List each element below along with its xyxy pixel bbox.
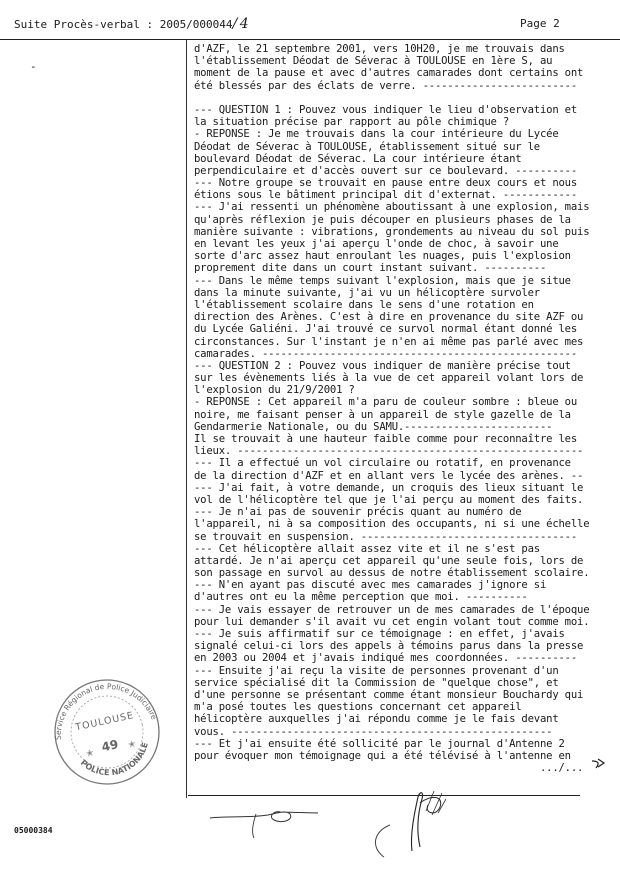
header-pv-reference: Suite Procès-verbal : 2005/000044/ 4 xyxy=(14,16,248,32)
statement-body xyxy=(194,43,594,774)
statement-line: vous. ---------------------------------------------------- xyxy=(194,725,553,738)
stamp-star-right-icon: ✭ xyxy=(127,739,137,751)
statement-line: en levant les yeux j'ai aperçu l'onde de choc, à savoir une xyxy=(194,238,559,250)
statement-line: --- QUESTION 2 : Pouvez vous indiquer de manière précise tout xyxy=(194,359,571,372)
statement-line: --- Ensuite j'ai reçu la visite de personnes provenant d'un xyxy=(194,664,559,677)
header-handwritten-suffix: / 4 xyxy=(232,16,248,32)
statement-line: se trouvait en suspension. ----------------------------------- xyxy=(194,530,578,543)
statement-line: direction des Arènes. C'est à dire en provenance du site AZF ou xyxy=(194,311,584,324)
statement-line xyxy=(194,92,594,104)
statement-line: --- Je n'ai pas de souvenir précis quant au numéro de xyxy=(194,506,522,519)
statement-line: service spécialisé dit la Commission de "quelque chose", et xyxy=(194,676,559,689)
statement-line: attardé. Je n'ai aperçu cet appareil qu'une seule fois, lors de xyxy=(194,554,584,567)
statement-line: du Lycée Galiéni. J'ai trouvé ce survol normal étant donné les xyxy=(194,323,578,336)
statement-line: proprement dite dans un court instant suivant. ---------- xyxy=(194,262,547,275)
statement-line: sur les évènements liés à la vue de cet appareil volant lors de xyxy=(194,372,584,385)
witness-signature-icon xyxy=(360,785,470,865)
statement-line: été blessés par des éclats de verre. ------------------------- xyxy=(194,79,578,92)
stamp-center-text: TOULOUSE xyxy=(74,710,136,734)
statement-line: --- Notre groupe se trouvait en pause entre deux cours et nous xyxy=(194,177,578,190)
statement-line: - REPONSE : Cet appareil m'a paru de couleur sombre : bleue ou xyxy=(194,396,578,409)
statement-line: son passage en survol au dessus de notre établissement scolaire. xyxy=(194,567,590,580)
statement-line: Il se trouvait à une hauteur faible comme pour reconnaître les xyxy=(194,433,578,445)
statement-line: --- Cet hélicoptère allait assez vite et il ne s'est pas xyxy=(194,542,540,555)
statement-line: --- Et j'ai ensuite été sollicité par le journal d'Antenne 2 xyxy=(194,737,565,750)
footer-document-id: 05000384 xyxy=(14,826,53,835)
statement-line: m'a posé toutes les questions concernant cet appareil xyxy=(194,701,522,714)
statement-line: l'appareil, ni à sa composition des occupants, ni si une échelle xyxy=(194,518,590,531)
statement-line: moment de la pause et avec d'autres camarades dont certains ont xyxy=(194,67,584,80)
statement-line: manière suivante : vibrations, grondements au niveau du sol puis xyxy=(194,225,590,238)
statement-line: la situation précise par rapport au pôle chimique ? xyxy=(194,116,510,129)
statement-line: camarades. --------------------------------------------------- xyxy=(194,347,578,360)
statement-line: étions sous le bâtiment principal dit d'externat. ------------ xyxy=(194,189,578,202)
statement-line: --- J'ai fait, à votre demande, un croquis des lieux situant le xyxy=(194,481,584,494)
statement-line: pour lui demander s'il avait vu cet engin volant tout comme moi. xyxy=(194,615,590,628)
statement-line: de la direction d'AZF et en allant vers le lycée des arènes. -- xyxy=(194,469,584,482)
statement-line: --- Je suis affirmatif sur ce témoignage : en effet, j'avais xyxy=(194,628,565,640)
statement-line: hélicoptère auxquelles j'ai répondu comme je le fais devant xyxy=(194,713,559,726)
statement-line: d'AZF, le 21 septembre 2001, vers 10H20, je me trouvais dans xyxy=(194,43,565,55)
statement-line: dans la minute suivante, j'ai vu un hélicoptère survoler xyxy=(194,286,540,299)
statement-line: d'une personne se présentant comme étant monsieur Bouchardy qui xyxy=(194,688,584,701)
statement-line: --- Je vais essayer de retrouver un de mes camarades de l'époque xyxy=(194,603,590,616)
statement-line: en 2003 ou 2004 et j'avais indiqué mes coordonnées. ---------- xyxy=(194,652,578,665)
police-stamp xyxy=(42,664,172,794)
officer-signature-icon xyxy=(208,800,328,840)
statement-line: signalé celui-ci lors des appels à témoins parus dans la presse xyxy=(194,640,584,653)
stamp-star-left-icon: ✭ xyxy=(85,748,95,760)
stamp-arc-text: Service Régional de Police Judiciaire xyxy=(53,681,159,741)
statement-line: pour évoquer mon témoignage qui a été télévisé à l'antenne en xyxy=(194,749,571,762)
statement-line: - REPONSE : Je me trouvais dans la cour intérieure du Lycée xyxy=(194,128,559,141)
statement-line: circonstances. Sur l'instant je n'en ai même pas parlé avec mes xyxy=(194,335,584,348)
statement-line: d'autres ont eu la même perception que moi. ---------- xyxy=(194,591,528,604)
stamp-bottom-text: POLICE NATIONALE xyxy=(78,741,150,778)
statement-line: boulevard Déodat de Séverac. La cour intérieure étant xyxy=(194,152,522,165)
statement-line: .../... xyxy=(194,762,584,775)
statement-line: l'explosion du 21/9/2001 ? xyxy=(194,384,355,397)
statement-line: noire, me faisant penser à un appareil de style gazelle de la xyxy=(194,408,571,421)
statement-line: --- QUESTION 1 : Pouvez vous indiquer le lieu d'observation et xyxy=(194,103,578,116)
margin-mark: - xyxy=(30,60,37,73)
margin-rule xyxy=(186,40,187,798)
statement-line: --- J'ai ressenti un phénomène aboutissant à une explosion, mais xyxy=(194,201,590,214)
statement-line: lieux. -------------------------------------------------------- xyxy=(194,445,584,458)
statement-line: l'établissement scolaire dans le sens d'une rotation en xyxy=(194,298,534,311)
header-rule xyxy=(0,39,620,40)
statement-line: Gendarmerie Nationale, ou du SAMU.------------------------ xyxy=(194,420,553,433)
statement-line: qu'après réflexion je puis découper en plusieurs phases de la xyxy=(194,213,571,226)
statement-line: sorte d'arc assez haut enroulant les nuages, puis l'explosion xyxy=(194,250,571,263)
statement-line: --- Il a effectué un vol circulaire ou rotatif, en provenance xyxy=(194,457,571,470)
stamp-number: 49 xyxy=(100,737,120,755)
page-header xyxy=(14,15,604,33)
header-page-number: Page 2 xyxy=(520,17,560,30)
arrow-mark-icon xyxy=(590,755,610,771)
statement-line: --- N'en ayant pas discuté avec mes camarades j'ignore si xyxy=(194,579,547,592)
statement-line: vol de l'hélicoptère tel que je l'ai perçu au moment des faits. xyxy=(194,493,584,506)
statement-line: l'établissement Déodat de Séverac à TOULOUSE en 1ère S, au xyxy=(194,55,553,68)
statement-line: Déodat de Séverac à TOULOUSE, établissement situé sur le xyxy=(194,140,540,153)
statement-line: perpendiculaire et d'accès ouvert sur ce boulevard. ---------- xyxy=(194,164,578,177)
footer-rule xyxy=(188,795,580,796)
statement-line: --- Dans le même temps suivant l'explosion, mais que je situe xyxy=(194,274,571,287)
